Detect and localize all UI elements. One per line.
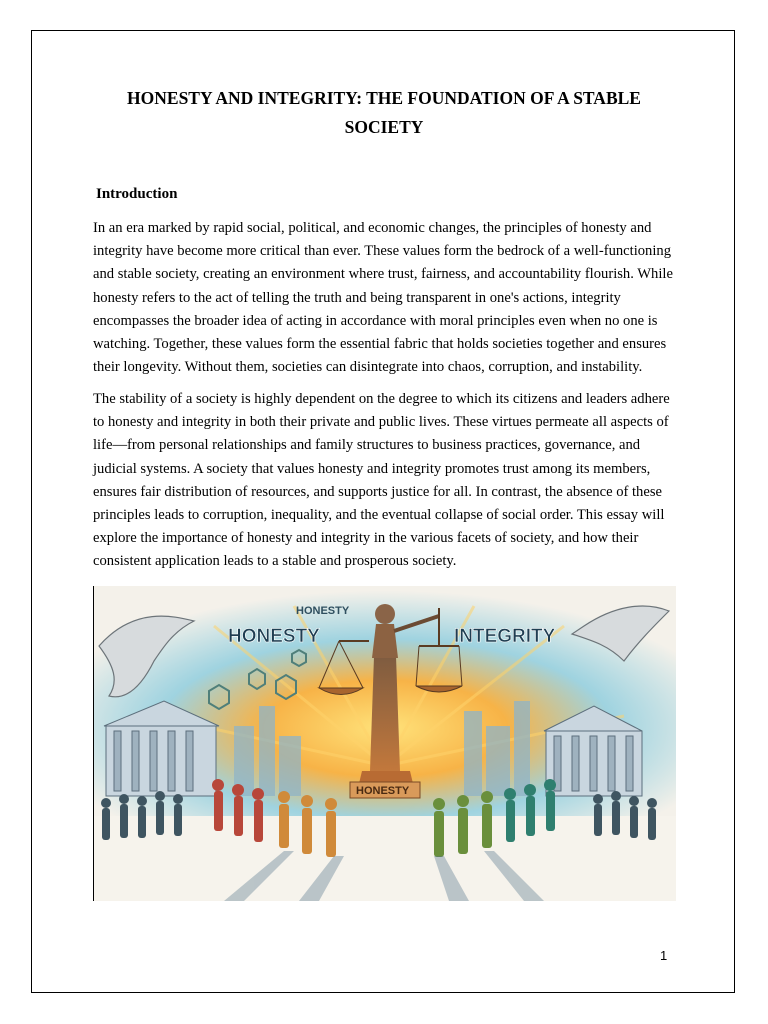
page-number: 1 [660, 948, 668, 963]
illustration-label-pedestal: HONESTY [356, 785, 410, 797]
illustration-label-integrity: INTEGRITY [454, 626, 556, 647]
paragraph-2: The stability of a society is highly dependent on the degree to which its citizens and leaders adhere to honesty and integrity in both their private and public lives. These virtues permeate all aspects of life—from personal relationships and family structures to business practices, governance, and judicial systems. A society that values honesty and integrity promotes trust among its members, ensures fair distribution of resources, and supports justice for all. In contrast, the absence of these principles leads to corruption, inequality, and the eventual collapse of social order. This essay will explore the importance of honesty and integrity in the various facets of society, and how their consistent application leads to a stable and prosperous society. [93, 391, 670, 570]
illustration-label-small: HONESTY [296, 605, 350, 617]
paragraph-1: In an era marked by rapid social, political, and economic changes, the principles of honesty and integrity have become more critical than ever. These values form the bedrock of a well-functioning and stable society, creating an environment where trust, fairness, and accountability flourish. While honesty refers to the act of telling the truth and being transparent in one's actions, integrity encompasses the broader idea of acting in accordance with moral principles even when no one is watching. Together, these values form the essential fabric that holds societies together and ensures their longevity. Without them, societies can disintegrate into chaos, corruption, and instability. [93, 220, 673, 376]
document-title: HONESTY AND INTEGRITY: THE FOUNDATION OF A STABLE SOCIETY [127, 88, 641, 137]
illustration-label-honesty: HONESTY [228, 626, 320, 647]
section-heading-introduction: Introduction [96, 186, 178, 202]
honesty-integrity-illustration [93, 586, 676, 901]
